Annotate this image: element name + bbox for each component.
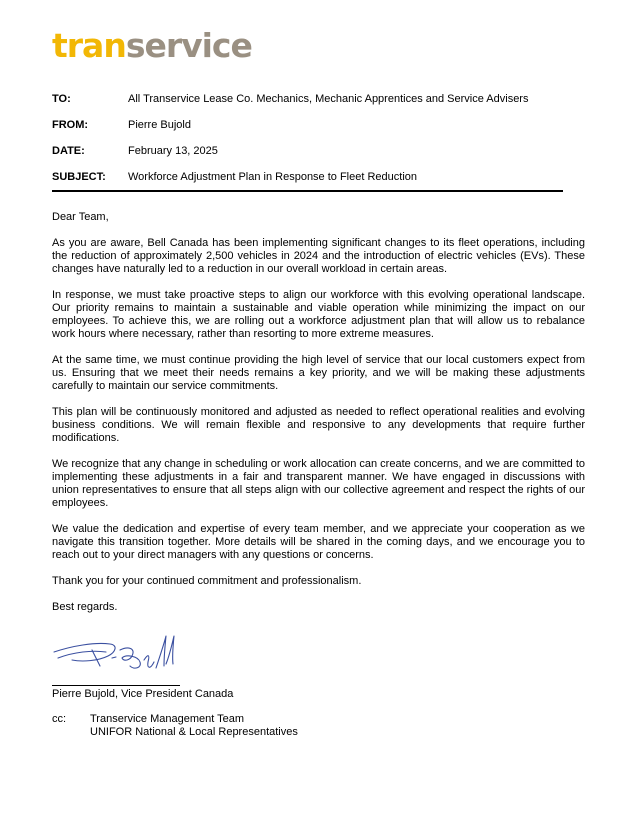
letter-body	[52, 211, 585, 627]
to-label: TO:	[52, 93, 71, 105]
handwritten-signature	[52, 628, 182, 680]
from-label: FROM:	[52, 119, 89, 131]
signature-icon	[52, 628, 182, 680]
closing-regards: Best regards.	[52, 601, 118, 613]
cc-recipient-list	[90, 713, 298, 739]
closing-thanks: Thank you for your continued commitment and professionalism.	[52, 575, 362, 587]
date-label: DATE:	[52, 145, 85, 157]
paragraph: As you are aware, Bell Canada has been implementing significant changes to its fleet operations, including the reduction of approximately 2,500 vehicles in 2024 and the introduction of electric vehicles (EVs). These changes have naturally led to a reduction in our overall workload in certain areas.	[52, 237, 585, 275]
signature-line	[52, 685, 180, 686]
to-value: All Transervice Lease Co. Mechanics, Mechanic Apprentices and Service Advisers	[128, 93, 529, 105]
date-value: February 13, 2025	[128, 145, 218, 157]
paragraph: We value the dedication and expertise of every team member, and we appreciate your cooperation as we navigate this transition together. More details will be shared in the coming days, and we encourage you to reach out to your direct managers with any questions or concerns.	[52, 523, 585, 561]
from-value: Pierre Bujold	[128, 119, 191, 131]
transervice-logo-icon	[52, 26, 252, 65]
paragraph: In response, we must take proactive steps to align our workforce with this evolving operational landscape. Our priority remains to maintain a sustainable and viable operation while minimizing the impact on our employees. To achieve this, we are rolling out a workforce adjustment plan that will allow us to rebalance work hours where necessary, rather than resorting to more extreme measures.	[52, 289, 585, 340]
subject-value: Workforce Adjustment Plan in Response to Fleet Reduction	[128, 171, 418, 183]
company-logo	[52, 26, 252, 65]
paragraph: We recognize that any change in scheduling or work allocation can create concerns, and we are committed to implementing these adjustments in a fair and transparent manner. We have engaged in discussions with union representatives to ensure that all steps align with our collective agreement and respect the rights of our employees.	[52, 458, 585, 509]
paragraph: At the same time, we must continue providing the high level of service that our local customers expect from us. Ensuring that we meet their needs remains a key priority, and we will be making these adjustments carefully to maintain our service commitments.	[52, 354, 585, 392]
paragraph: This plan will be continuously monitored and adjusted as needed to reflect operational realities and evolving business conditions. We will remain flexible and responsive to any developments that require further modifications.	[52, 406, 585, 444]
header-divider	[52, 190, 563, 192]
cc-recipient: Transervice Management Team	[90, 713, 245, 725]
subject-label: SUBJECT:	[52, 171, 106, 183]
signatory-name-title: Pierre Bujold, Vice President Canada	[52, 688, 234, 700]
cc-recipient: UNIFOR National & Local Representatives	[90, 726, 298, 738]
greeting: Dear Team,	[52, 211, 109, 223]
svg-text:transervice: transervice	[52, 26, 252, 65]
cc-label: cc:	[52, 713, 67, 725]
